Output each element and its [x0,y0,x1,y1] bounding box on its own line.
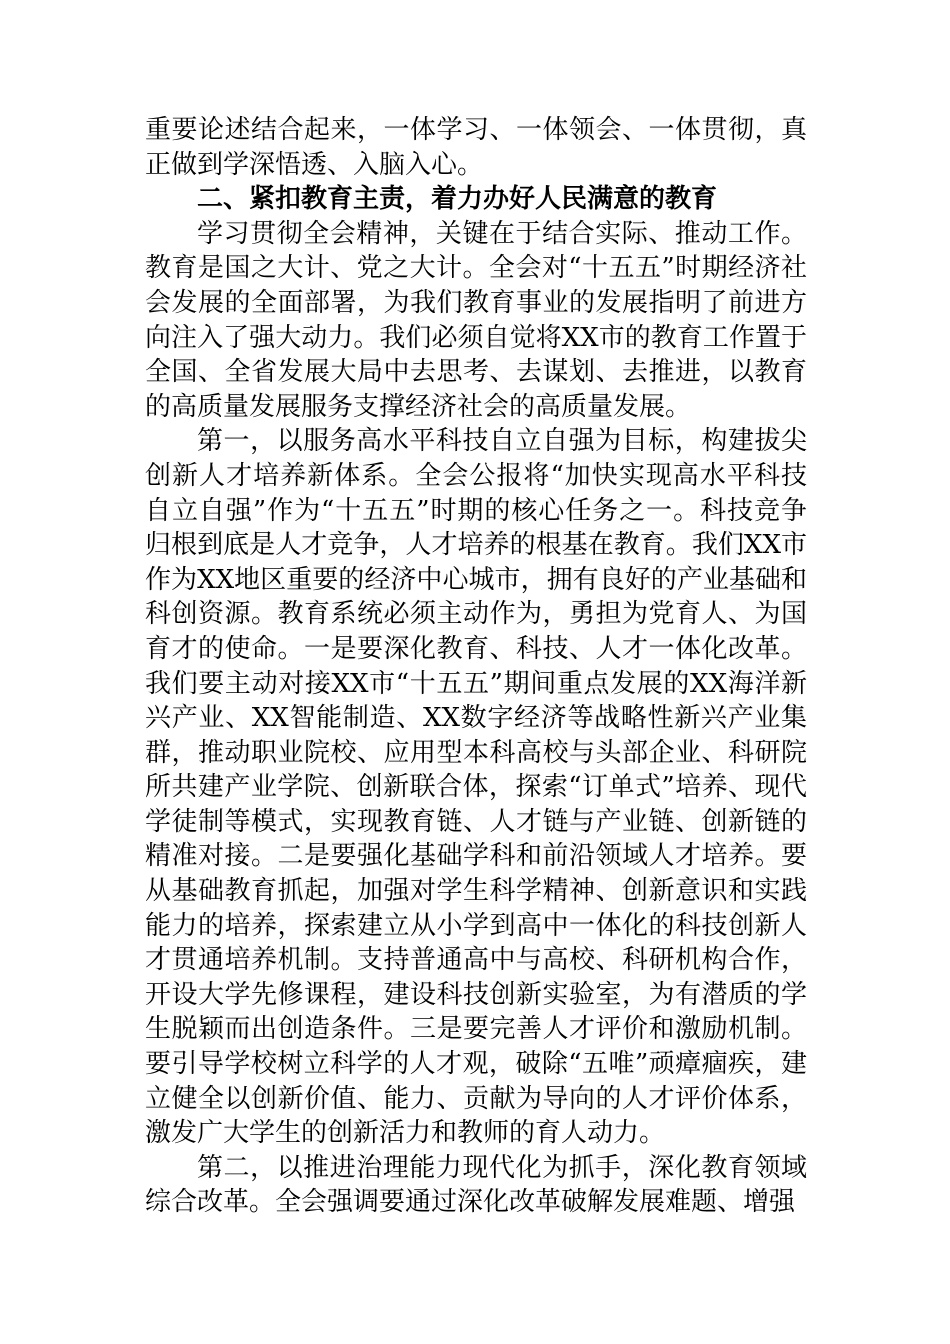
paragraph-second-point: 第二，以推进治理能力现代化为抓手，深化教育领域综合改革。全会强调要通过深化改革破解发展难题、增强 [145,1152,807,1218]
paragraph-intro: 学习贯彻全会精神，关键在于结合实际、推动工作。教育是国之大计、党之大计。全会对“十五五”时期经济社会发展的全面部署，为我们教育事业的发展指明了前进方向注入了强大动力。我们必须自觉将XX市的教育工作置于全国、全省发展大局中去思考、去谋划、去推进，以教育的高质量发展服务支撑经济社会的高质量发展。 [145,218,807,422]
document-body [145,113,807,1220]
paragraph-first-point: 第一，以服务高水平科技自立自强为目标，构建拔尖创新人才培养新体系。全会公报将“加快实现高水平科技自立自强”作为“十五五”时期的核心任务之一。科技竞争归根到底是人才竞争，人才培养的根基在教育。我们XX市作为XX地区重要的经济中心城市，拥有良好的产业基础和科创资源。教育系统必须主动作为，勇担为党育人、为国育才的使命。一是要深化教育、科技、人才一体化改革。我们要主动对接XX市“十五五”期间重点发展的XX海洋新兴产业、XX智能制造、XX数字经济等战略性新兴产业集群，推动职业院校、应用型本科高校与头部企业、科研院所共建产业学院、创新联合体，探索“订单式”培养、现代学徒制等模式，实现教育链、人才链与产业链、创新链的精准对接。二是要强化基础学科和前沿领域人才培养。要从基础教育抓起，加强对学生科学精神、创新意识和实践能力的培养，探索建立从小学到高中一体化的科技创新人才贯通培养机制。支持普通高中与高校、科研机构合作，开设大学先修课程，建设科技创新实验室，为有潜质的学生脱颖而出创造条件。三是要完善人才评价和激励机制。要引导学校树立科学的人才观，破除“五唯”顽瘴痼疾，建立健全以创新价值、能力、贡献为导向的人才评价体系，激发广大学生的创新活力和教师的育人动力。 [145,426,807,1149]
paragraph-continuation: 重要论述结合起来，一体学习、一体领会、一体贯彻，真正做到学深悟透、入脑入心。 [145,115,807,180]
section-heading: 二、紧扣教育主责，着力办好人民满意的教育 [197,184,718,215]
